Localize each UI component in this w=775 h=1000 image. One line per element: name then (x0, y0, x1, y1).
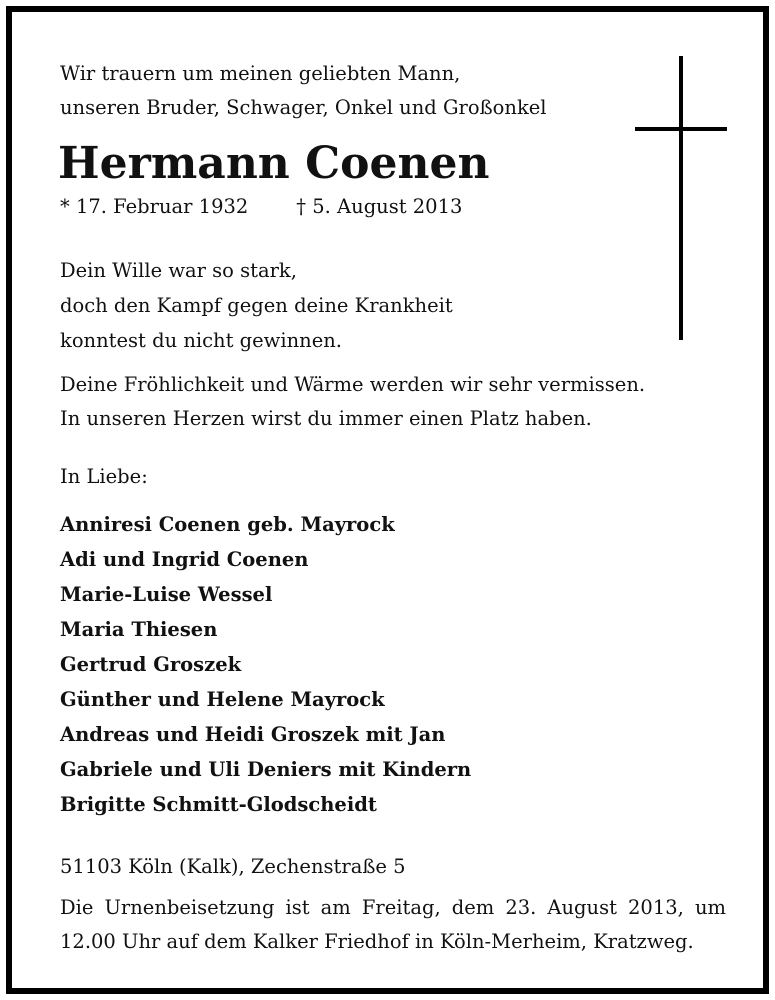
life-dates (60, 195, 462, 219)
mourner-name: Anniresi Coenen geb. Mayrock (60, 513, 395, 536)
funeral-notice (60, 891, 726, 959)
obituary-notice (6, 6, 769, 994)
death-date: † 5. August 2013 (296, 195, 463, 218)
deceased-name: Hermann Coenen (58, 138, 490, 189)
mourners-intro: In Liebe: (60, 465, 148, 488)
intro-line-2: unseren Bruder, Schwager, Onkel und Großonkel (60, 96, 547, 119)
poem-line-2: doch den Kampf gegen deine Krankheit (60, 294, 453, 317)
funeral-notice-line-2: 12.00 Uhr auf dem Kalker Friedhof in Köln-Merheim, Kratzweg. (60, 930, 694, 953)
birth-date: * 17. Februar 1932 (60, 195, 249, 218)
mourner-name: Gertrud Groszek (60, 653, 242, 676)
mourner-name: Marie-Luise Wessel (60, 583, 273, 606)
mourner-name: Günther und Helene Mayrock (60, 688, 385, 711)
mourner-name: Adi und Ingrid Coenen (60, 548, 309, 571)
mourner-name: Andreas und Heidi Groszek mit Jan (60, 723, 446, 746)
cross-horizontal-bar (635, 127, 727, 131)
mourner-name: Maria Thiesen (60, 618, 218, 641)
mourner-name: Gabriele und Uli Deniers mit Kindern (60, 758, 472, 781)
poem-line-3: konntest du nicht gewinnen. (60, 329, 343, 352)
poem-line-1: Dein Wille war so stark, (60, 259, 297, 282)
intro-line-1: Wir trauern um meinen geliebten Mann, (60, 62, 461, 85)
message-line-2: In unseren Herzen wirst du immer einen Platz haben. (60, 407, 592, 430)
cross-vertical-bar (679, 56, 683, 340)
message-line-1: Deine Fröhlichkeit und Wärme werden wir sehr vermissen. (60, 373, 646, 396)
funeral-notice-line-1: Die Urnenbeisetzung ist am Freitag, dem 23. August 2013, um (60, 896, 726, 919)
mourner-name: Brigitte Schmitt-Glodscheidt (60, 793, 377, 816)
address: 51103 Köln (Kalk), Zechenstraße 5 (60, 855, 406, 878)
